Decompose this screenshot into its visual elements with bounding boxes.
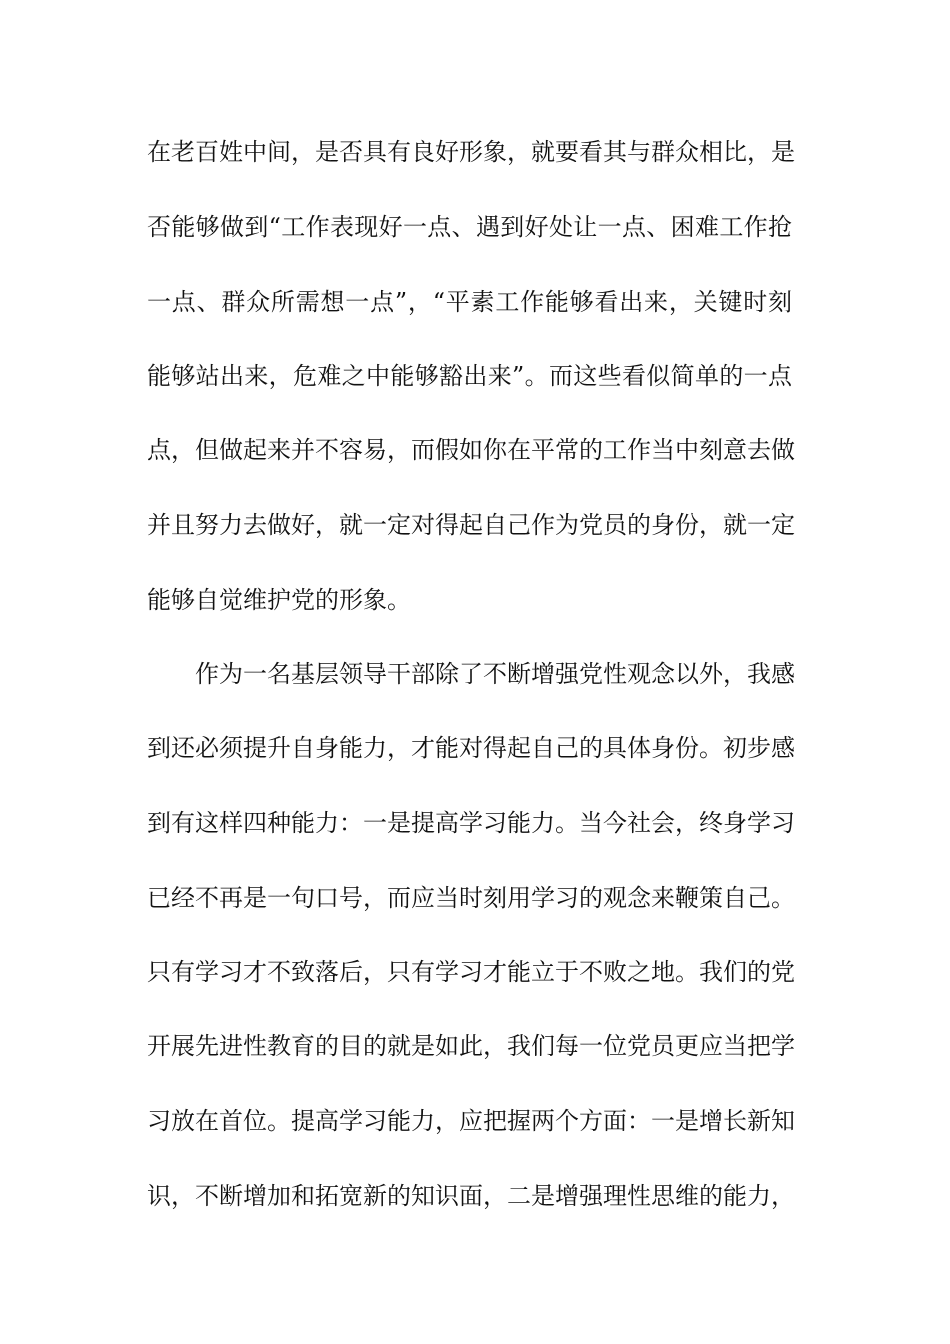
text-line-2: 否能够做到“工作表现好一点、遇到好处让一点、困难工作抢 — [147, 213, 792, 241]
text-line-11: 已经不再是一句口号，而应当时刻用学习的观念来鞭策自己。 — [147, 884, 795, 912]
text-line-3: 一点、群众所需想一点”，“平素工作能够看出来，关键时刻 — [147, 288, 792, 316]
text-line-10: 到有这样四种能力：一是提高学习能力。当今社会，终身学习 — [147, 809, 795, 837]
text-line-14: 习放在首位。提高学习能力，应把握两个方面：一是增长新知 — [147, 1107, 795, 1135]
text-line-12: 只有学习才不致落后，只有学习才能立于不败之地。我们的党 — [147, 958, 795, 986]
text-line-8: 作为一名基层领导干部除了不断增强党性观念以外，我感 — [195, 660, 795, 688]
text-line-15: 识，不断增加和拓宽新的知识面，二是增强理性思维的能力， — [147, 1182, 795, 1210]
text-line-1: 在老百姓中间，是否具有良好形象，就要看其与群众相比，是 — [147, 138, 795, 166]
text-line-4: 能够站出来，危难之中能够豁出来”。而这些看似简单的一点 — [147, 362, 792, 390]
text-line-9: 到还必须提升自身能力，才能对得起自己的具体身份。初步感 — [147, 734, 795, 762]
text-line-7: 能够自觉维护党的形象。 — [147, 586, 411, 614]
text-line-13: 开展先进性教育的目的就是如此，我们每一位党员更应当把学 — [147, 1032, 795, 1060]
text-line-6: 并且努力去做好，就一定对得起自己作为党员的身份，就一定 — [147, 511, 795, 539]
text-line-5: 点，但做起来并不容易，而假如你在平常的工作当中刻意去做 — [147, 436, 795, 464]
